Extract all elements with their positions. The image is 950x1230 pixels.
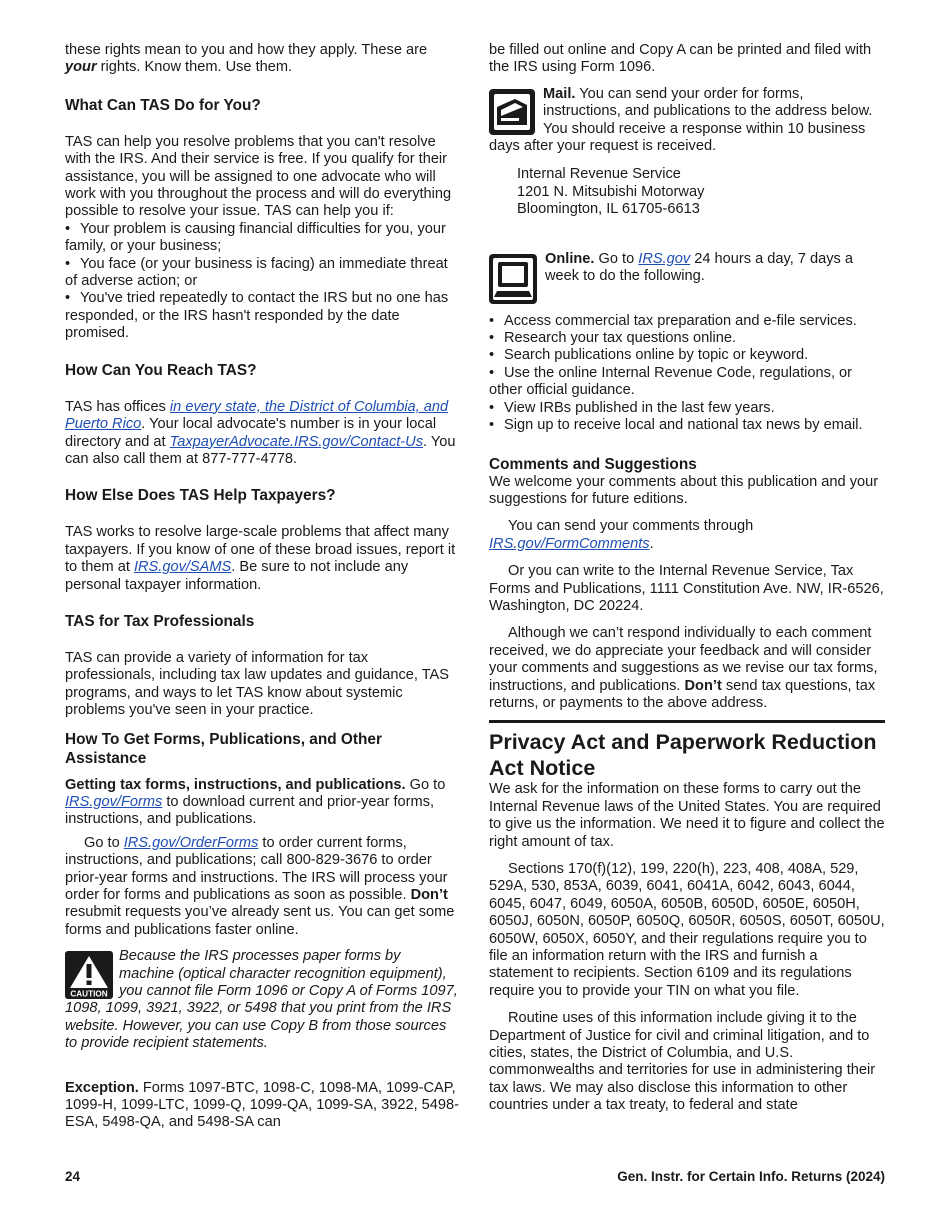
mailbox-icon (489, 89, 535, 135)
online-bullet: • Search publications online by topic or keyword. (489, 347, 809, 364)
caution-text: Because the IRS processes paper forms by machine (optical character recognition equipment), you cannot file Form 1096 or Copy A of Forms 1097, 1098, 1099, 3921, 3922, or 5498 that you print from the IRS website. However, you can use Copy B from those sources to provide recipient statements. (65, 948, 458, 1052)
caution-label: CAUTION (70, 989, 108, 999)
exception-paragraph: Exception. Forms 1097-BTC, 1098-C, 1098-MA, 1099-CAP, 1099-H, 1099-LTC, 1099-Q, 1099-QA, 1099-SA, 3922, 5498-ESA, 5498-QA, and 5498-SA can (65, 1079, 460, 1131)
reach-tas-body: TAS has offices in every state, the District of Columbia, and Puerto Rico. Your local advocate's number is in your local directory and at TaxpayerAdvocate.IRS.gov/Contact-Us. You can also call them at 877-777-4778. (65, 398, 456, 467)
online-list (489, 304, 885, 435)
right-column (489, 42, 885, 1115)
comments-paragraph: We welcome your comments about this publication and your suggestions for future editions. (489, 473, 879, 507)
address-line: 1201 N. Mitsubishi Motorway (517, 183, 705, 200)
computer-icon (489, 254, 537, 304)
continued-paragraph: be filled out online and Copy A can be printed and filed with the IRS using Form 1096. (489, 42, 872, 76)
online-paragraph: Online. Go to IRS.gov 24 hours a day, 7 days a week to do the following. (545, 250, 853, 285)
mail-block (489, 86, 885, 156)
comments-paragraph: Although we can’t respond individually to each comment received, we do appreciate your feedback and will consider your comments and suggestions as we revise our tax forms, instructions, and publications. Don’t send tax questions, tax returns, or payments to the above address. (489, 625, 878, 711)
left-column (65, 42, 459, 1132)
form-comments-link[interactable]: IRS.gov/FormComments (489, 535, 650, 552)
comments-paragraph: You can send your comments through IRS.gov/FormComments. (489, 518, 754, 552)
mailing-address (489, 166, 885, 218)
comments-heading: Comments and Suggestions (489, 455, 697, 473)
getting-forms-paragraph: Getting tax forms, instructions, and publications. Go to IRS.gov/Forms to download current and prior-year forms, instructions, and publications. (65, 776, 446, 828)
tas-bullet: • Your problem is causing financial difficulties for you, your family, or your business; (65, 220, 446, 255)
tas-pro-heading: TAS for Tax Professionals (65, 612, 255, 630)
online-bullet: • Access commercial tax preparation and e-file services. (489, 312, 857, 329)
privacy-paragraph: Sections 170(f)(12), 199, 220(h), 223, 408, 408A, 529, 529A, 530, 853A, 6039, 6041, 6041A, 6042, 6043, 6044, 6045, 6047, 6049, 6050A, 6050B, 6050D, 6050E, 6050H, 6050J, 6050N, 6050P, 6050Q, 6050R, 6050S, 6050T, 6050U, 6050W, 6050X, 6050Y, and their regulations require you to file an information return with the IRS and furnish a statement to recipients. Section 6109 and its regulations require you to provide your TIN on what you file. (489, 861, 885, 999)
reach-tas-heading: How Can You Reach TAS? (65, 361, 257, 379)
what-tas-body: TAS can help you resolve problems that you can't resolve with the IRS. And their service is free. If you qualify for their assistance, you will be assigned to one advocate who will work with you throughout the process and will do everything possible to resolve your issue. TAS can help you if: (65, 133, 452, 220)
address-line: Internal Revenue Service (517, 166, 681, 183)
sams-link[interactable]: IRS.gov/SAMS (133, 559, 232, 576)
online-bullet: • Research your tax questions online. (489, 330, 737, 347)
privacy-heading: Privacy Act and Paperwork Reduction Act Notice (489, 720, 885, 781)
comments-paragraph: Or you can write to the Internal Revenue Service, Tax Forms and Publications, 1111 Constitution Ave. NW, IR-6526, Washington, DC 20224. (489, 563, 884, 614)
what-tas-heading: What Can TAS Do for You? (65, 96, 261, 114)
forms-heading: How To Get Forms, Publications, and Other Assistance (65, 730, 382, 767)
tas-bullet: • You face (or your business is facing) an immediate threat of adverse action; or (65, 255, 448, 290)
caution-block (65, 948, 459, 1052)
else-tas-body: TAS works to resolve large-scale problems that affect many taxpayers. If you know of one of these broad issues, report it to them at IRS.gov/SAMS. Be sure to not include any personal taxpayer information. (65, 524, 456, 593)
tas-pro-body: TAS can provide a variety of information for tax professionals, including tax law updates and guidance, TAS programs, and ways to let TAS know about systemic problems you've seen in your practice. (65, 649, 450, 719)
intro-paragraph: these rights mean to you and how they apply. These are your rights. Know them. Use them. (65, 42, 428, 76)
tas-offices-link[interactable]: in every state, the District of Columbia, and Puerto Rico (65, 398, 449, 433)
irs-orderforms-link[interactable]: IRS.gov/OrderForms (123, 834, 259, 851)
else-tas-heading: How Else Does TAS Help Taxpayers? (65, 487, 336, 505)
irs-forms-link[interactable]: IRS.gov/Forms (65, 793, 163, 810)
privacy-paragraph: Routine uses of this information include giving it to the Department of Justice for civil and criminal litigation, and to cities, states, the District of Columbia, and U.S. commonwealths and territories for use in administering their tax laws. We may also disclose this information to other countries under a tax treaty, to federal and state (489, 1010, 876, 1114)
address-line: Bloomington, IL 61705-6613 (517, 201, 700, 218)
footer-title: Gen. Instr. for Certain Info. Returns (2024) (617, 1169, 885, 1184)
caution-icon (65, 951, 113, 999)
page-number: 24 (65, 1169, 81, 1184)
mail-paragraph: Mail. You can send your order for forms, instructions, and publications to the address below. You should receive a response within 10 business days after your request is received. (489, 85, 873, 155)
tas-bullet: • You've tried repeatedly to contact the IRS but no one has responded, or the IRS hasn't responded by the date promised. (65, 290, 449, 342)
online-bullet: • Sign up to receive local and national tax news by email. (489, 417, 863, 434)
privacy-paragraph: We ask for the information on these forms to carry out the Internal Revenue laws of the United States. You are required to give us the information. We need it to figure and collect the right amount of tax. (489, 781, 885, 850)
online-bullet: • View IRBs published in the last few years. (489, 399, 775, 416)
online-block (489, 251, 885, 286)
irs-gov-link[interactable]: IRS.gov (638, 250, 691, 267)
taxpayer-advocate-link[interactable]: TaxpayerAdvocate.IRS.gov/Contact-Us (169, 433, 424, 450)
online-bullet: • Use the online Internal Revenue Code, regulations, or other official guidance. (489, 364, 853, 399)
order-forms-paragraph: Go to IRS.gov/OrderForms to order current forms, instructions, and publications; call 800-829-3676 to order prior-year forms and instructions. The IRS will process your order for forms and publications as soon as possible. Don’t resubmit requests you’ve already sent us. You can get some forms and publications faster online. (65, 834, 455, 938)
